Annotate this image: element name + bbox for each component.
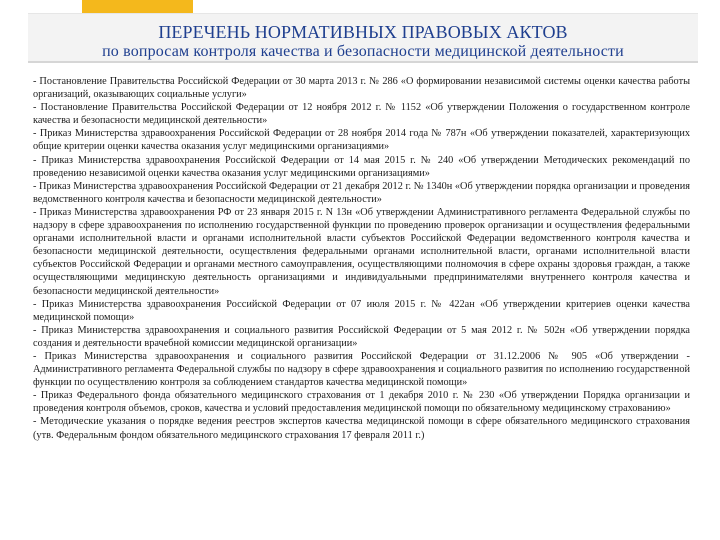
list-item: - Приказ Федерального фонда обязательного медицинского страхования от 1 декабря 2010 г. № 230 «Об утверждении Порядка организации и проведения контроля объемов, сроков, качества и условий предоставления медицинской помощи по обязательному медицинскому страхованию» <box>33 390 690 415</box>
list-item: - Приказ Министерства здравоохранения РФ от 23 января 2015 г. N 13н «Об утверждении Административного регламента Федеральной службы по надзору в сфере здравоохранения по исполнению государственной функции по проведению проверок организации и осуществления федеральными органами исполнительной власти и органами исполнительной власти субъектов Российской Федерации ведомственного контроля качества и безопасности медицинской деятельности, осуществления федеральными органами исполнительной власти, органами исполнительной власти субъектов Российской Федерации и органами местного самоуправления, осуществляющими полномочия в сфере охраны здоровья граждан, а также осуществляющими медицинскую деятельность организациями и индивидуальными предпринимателями внутреннего контроля качества и безопасности медицинской деятельности» <box>33 206 690 297</box>
page-subtitle: по вопросам контроля качества и безопасности медицинской деятельности <box>102 43 624 60</box>
page-title: ПЕРЕЧЕНЬ НОРМАТИВНЫХ ПРАВОВЫХ АКТОВ <box>158 22 568 42</box>
list-item: - Приказ Министерства здравоохранения Российской Федерации от 14 мая 2015 г. № 240 «Об утверждении Методических рекомендаций по проведению независимой оценки качества оказания услуг медицинскими организациями» <box>33 154 690 179</box>
list-item: - Постановление Правительства Российской Федерации от 12 ноября 2012 г. № 1152 «Об утверждении Положения о государственном контроле качества и безопасности медицинской деятельности» <box>33 102 690 127</box>
accent-bar <box>82 0 193 13</box>
list-item: - Методические указания о порядке ведения реестров экспертов качества медицинской помощи в сфере обязательного медицинского страхования (утв. Федеральным фондом обязательного медицинского страхования 17 февраля 2011 г.) <box>33 416 690 441</box>
list-item: - Приказ Министерства здравоохранения Российской Федерации от 21 декабря 2012 г. № 1340н «Об утверждении порядка организации и проведения ведомственного контроля качества и безопасности медицинской деятельности» <box>33 180 690 205</box>
list-item: - Приказ Министерства здравоохранения и социального развития Российской Федерации от 5 мая 2012 г. № 502н «Об утверждении порядка создания и деятельности врачебной комиссии медицинской организации» <box>33 324 690 349</box>
header <box>28 13 698 63</box>
list-item: - Приказ Министерства здравоохранения и социального развития Российской Федерации от 31.12.2006 № 905 «Об утверждении - Административного регламента Федеральной службы по надзору в сфере здравоохранения и социального развития по исполнению государственной функции по осуществлению контроля за соблюдением стандартов качества медицинской помощи» <box>33 350 690 389</box>
list-item: - Постановление Правительства Российской Федерации от 30 марта 2013 г. № 286 «О формировании независимой системы оценки качества работы организаций, оказывающих социальные услуги» <box>33 76 690 101</box>
list-item: - Приказ Министерства здравоохранения Российской Федерации от 07 июля 2015 г. № 422ан «Об утверждении критериев оценки качества медицинской помощи» <box>33 298 690 323</box>
list-item: - Приказ Министерства здравоохранения Российской Федерации от 28 ноября 2014 года № 787н «Об утверждении показателей, характеризующих общие критерии оценки качества оказания услуг медицинскими организациями» <box>33 128 690 153</box>
document-list <box>33 75 690 442</box>
